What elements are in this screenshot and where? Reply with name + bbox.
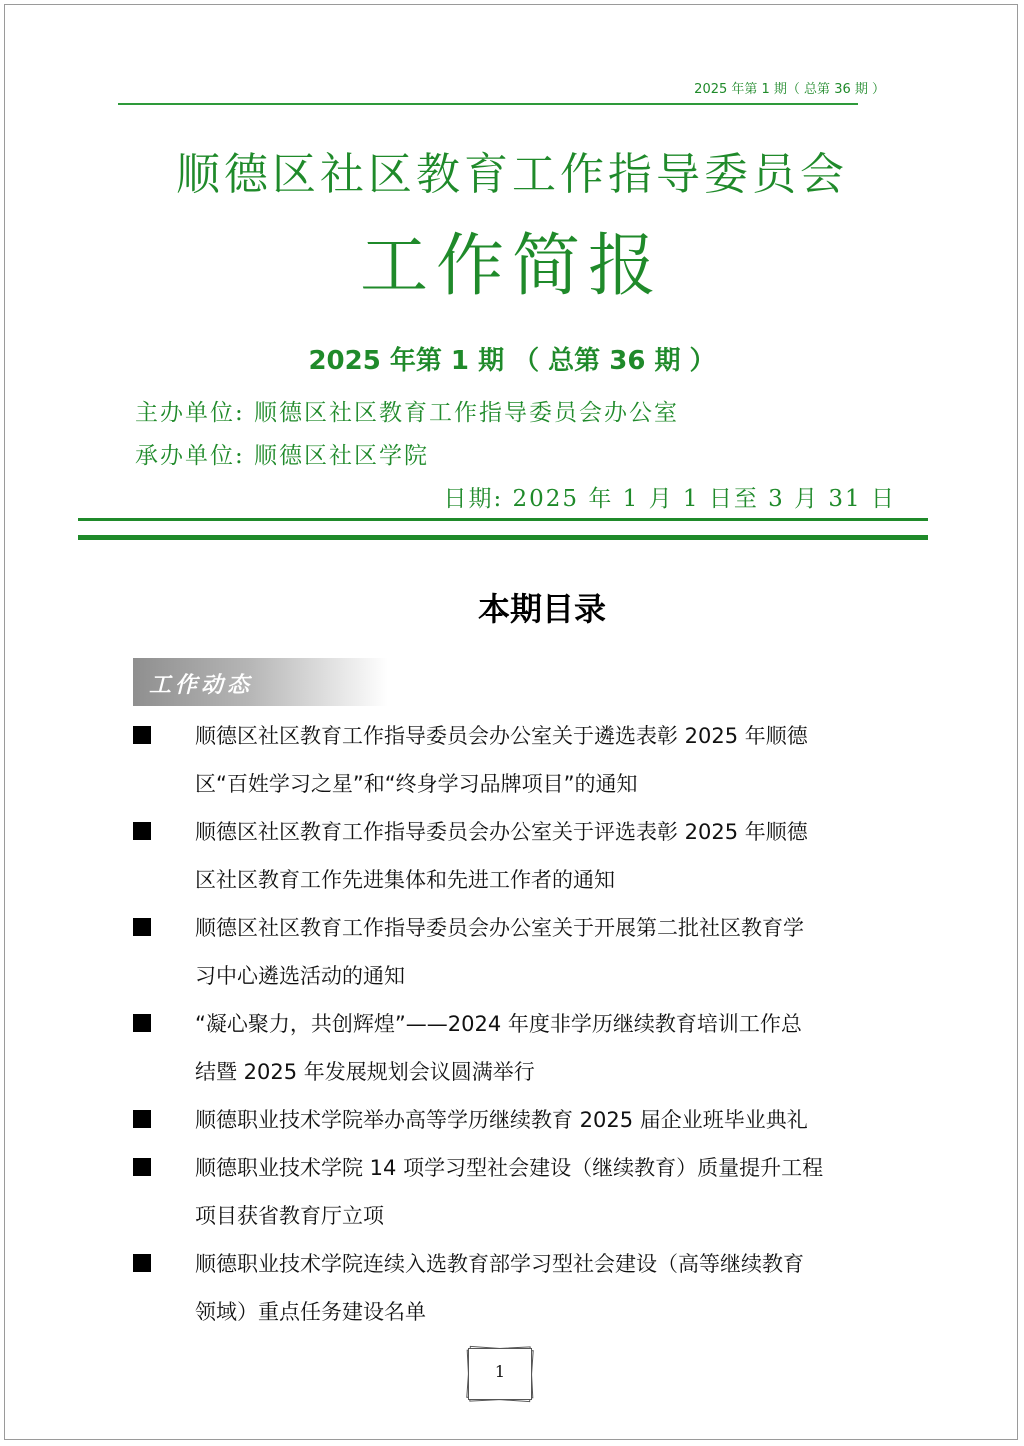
sponsor-line: 主办单位: 顺德区社区教育工作指导委员会办公室	[135, 400, 680, 426]
header-rule-thin	[78, 518, 928, 521]
bullet-square-icon	[133, 822, 151, 840]
toc-item-line: 区社区教育工作先进集体和先进工作者的通知	[195, 868, 615, 892]
toc-item-line: 顺德区社区教育工作指导委员会办公室关于开展第二批社区教育学	[195, 916, 804, 940]
toc-item-line: 顺德区社区教育工作指导委员会办公室关于评选表彰 2025 年顺德	[195, 820, 808, 844]
organization-title: 顺德区社区教育工作指导委员会	[176, 149, 848, 200]
header-rule-thick	[78, 535, 928, 540]
bulletin-title: 工作简报	[359, 227, 664, 306]
toc-item-line: 结暨 2025 年发展规划会议圆满举行	[195, 1060, 535, 1084]
toc-item-line: 顺德区社区教育工作指导委员会办公室关于遴选表彰 2025 年顺德	[195, 724, 808, 748]
page-number-badge	[468, 1348, 532, 1400]
bullet-square-icon	[133, 918, 151, 936]
toc-item-line: 顺德职业技术学院举办高等学历继续教育 2025 届企业班毕业典礼	[195, 1108, 808, 1132]
issue-header-small: 2025 年第 1 期（ 总第 36 期 ）	[694, 82, 885, 97]
toc-title: 本期目录	[477, 590, 606, 628]
toc-item-line: 领域）重点任务建设名单	[195, 1300, 426, 1324]
date-range: 日期: 2025 年 1 月 1 日至 3 月 31 日	[443, 486, 896, 512]
issue-number: 2025 年第 1 期 （ 总第 36 期 ）	[308, 346, 716, 376]
toc-item-line: 顺德职业技术学院 14 项学习型社会建设（继续教育）质量提升工程	[195, 1156, 824, 1180]
bullet-square-icon	[133, 1110, 151, 1128]
toc-item-line: 习中心遴选活动的通知	[195, 964, 405, 988]
bullet-square-icon	[133, 1158, 151, 1176]
bullet-square-icon	[133, 1014, 151, 1032]
organizer-line: 承办单位: 顺德区社区学院	[135, 443, 430, 469]
toc-item-line: 顺德职业技术学院连续入选教育部学习型社会建设（高等继续教育	[195, 1252, 804, 1276]
section-label: 工作动态	[149, 673, 254, 698]
section-banner	[133, 658, 388, 706]
header-divider	[118, 103, 858, 105]
toc-item-line: “凝心聚力，共创辉煌”——2024 年度非学历继续教育培训工作总	[195, 1012, 802, 1036]
bullet-square-icon	[133, 1254, 151, 1272]
toc-item-line: 区“百姓学习之星”和“终身学习品牌项目”的通知	[195, 772, 638, 796]
bullet-square-icon	[133, 726, 151, 744]
toc-item-line: 项目获省教育厅立项	[195, 1204, 384, 1228]
page-number: 1	[494, 1362, 506, 1381]
